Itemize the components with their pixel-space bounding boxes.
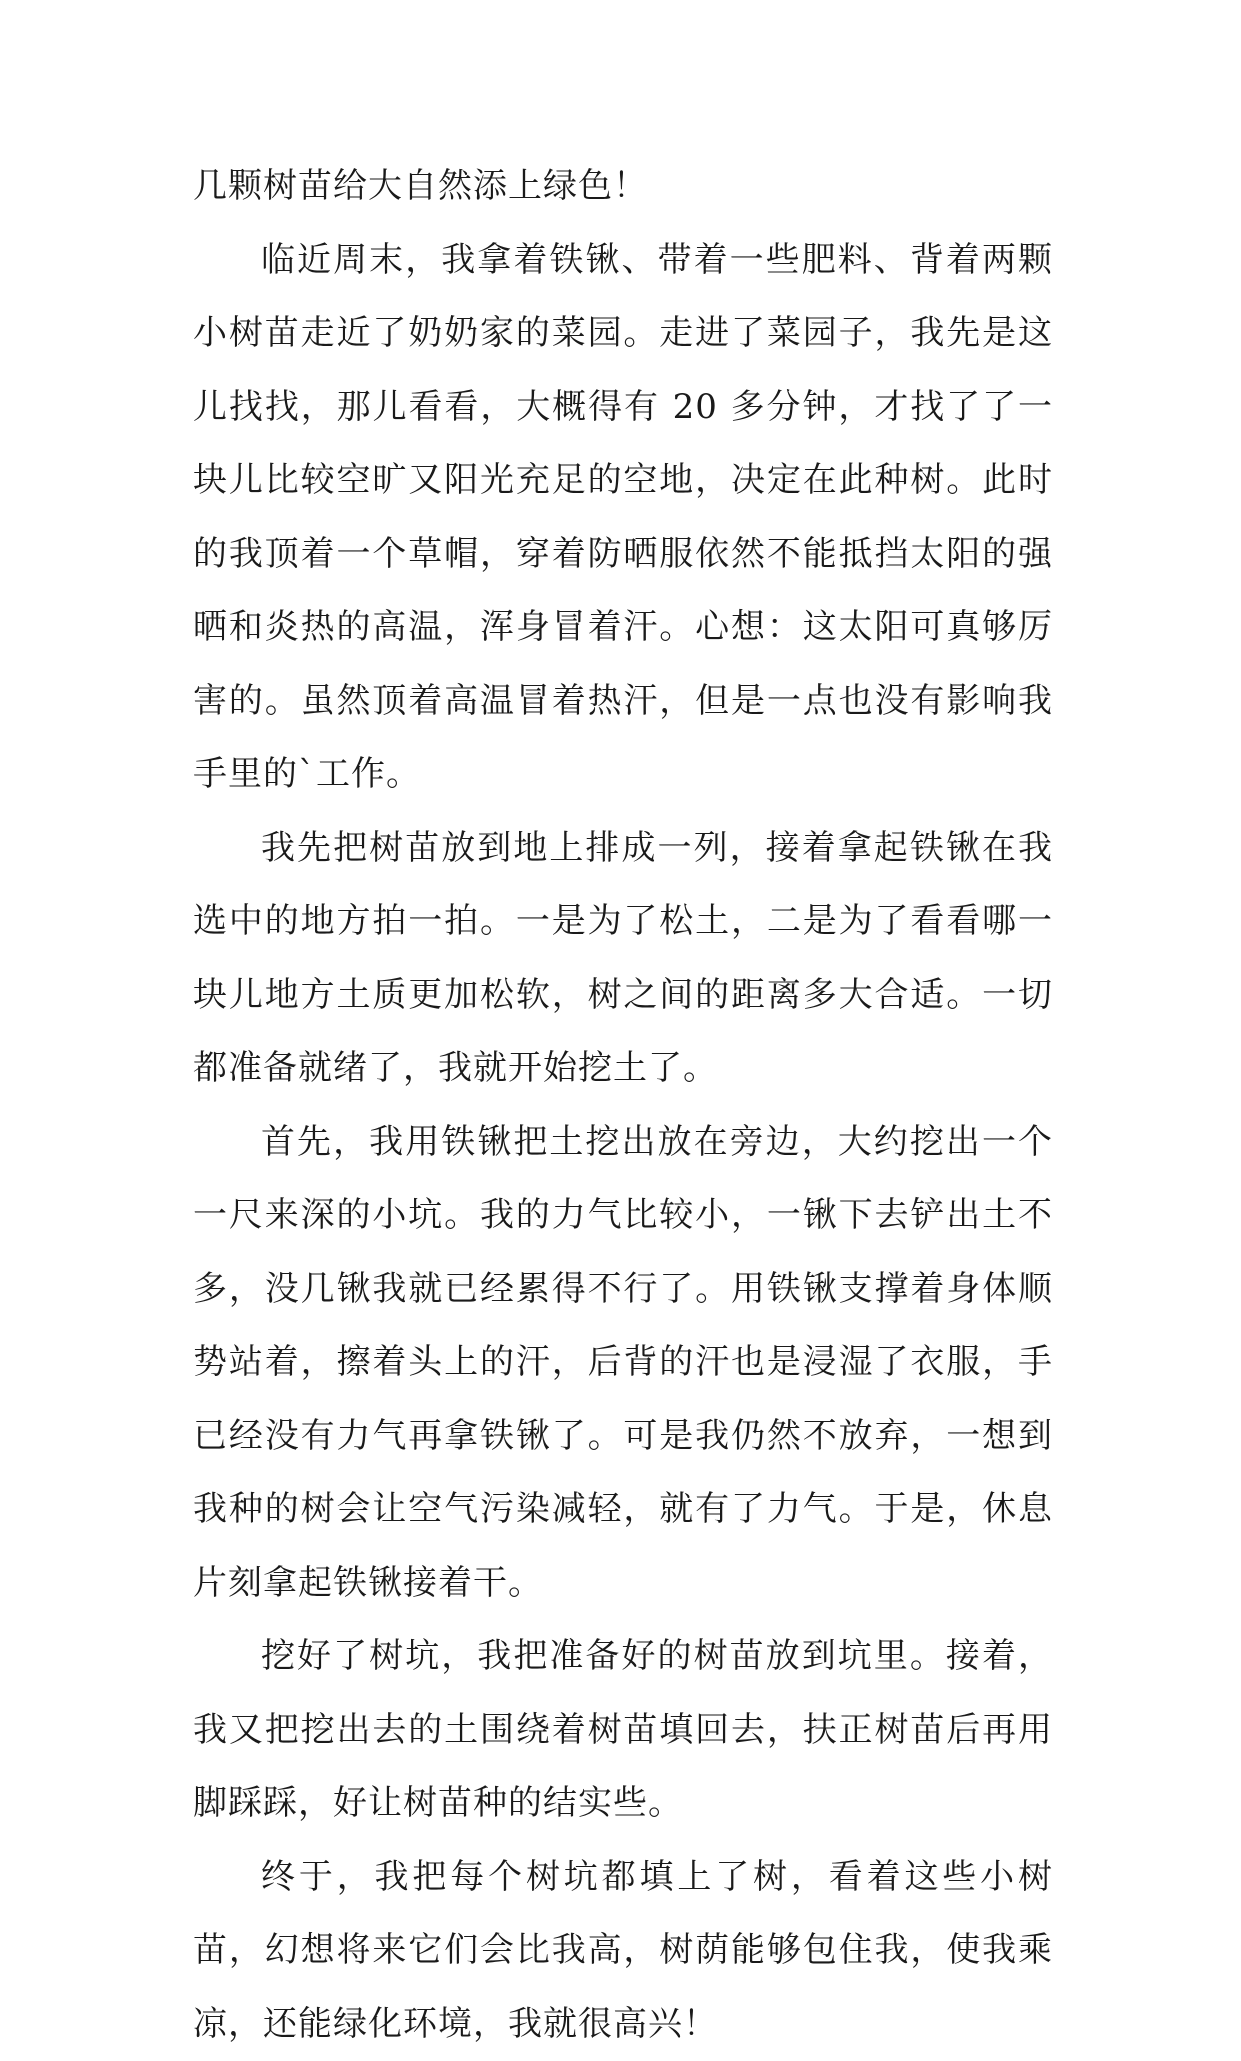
paragraph-3: 我先把树苗放到地上排成一列，接着拿起铁锹在我选中的地方拍一拍。一是为了松土，二是为了看看哪一块儿地方土质更加松软，树之间的距离多大合适。一切都准备就绪了，我就开始挖土了。: [193, 812, 1053, 1106]
paragraph-4: 首先，我用铁锹把土挖出放在旁边，大约挖出一个一尺来深的小坑。我的力气比较小，一锹下去铲出土不多，没几锹我就已经累得不行了。用铁锹支撑着身体顺势站着，擦着头上的汗，后背的汗也是浸湿了衣服，手已经没有力气再拿铁锹了。可是我仍然不放弃，一想到我种的树会让空气污染减轻，就有了力气。于是，休息片刻拿起铁锹接着干。: [193, 1106, 1053, 1621]
document-page: [193, 150, 1053, 2061]
paragraph-5: 挖好了树坑，我把准备好的树苗放到坑里。接着，我又把挖出去的土围绕着树苗填回去，扶正树苗后再用脚踩踩，好让树苗种的结实些。: [193, 1620, 1053, 1841]
paragraph-6: 终于，我把每个树坑都填上了树，看着这些小树苗，幻想将来它们会比我高，树荫能够包住我，使我乘凉，还能绿化环境，我就很高兴！: [193, 1841, 1053, 2061]
paragraph-2: 临近周末，我拿着铁锹、带着一些肥料、背着两颗小树苗走近了奶奶家的菜园。走进了菜园子，我先是这儿找找，那儿看看，大概得有 20 多分钟，才找了了一块儿比较空旷又阳光充足的空地，决定在此种树。此时的我顶着一个草帽，穿着防晒服依然不能抵挡太阳的强晒和炎热的高温，浑身冒着汗。心想：这太阳可真够厉害的。虽然顶着高温冒着热汗，但是一点也没有影响我手里的`工作。: [193, 224, 1053, 812]
paragraph-1: 几颗树苗给大自然添上绿色！: [193, 150, 1053, 224]
